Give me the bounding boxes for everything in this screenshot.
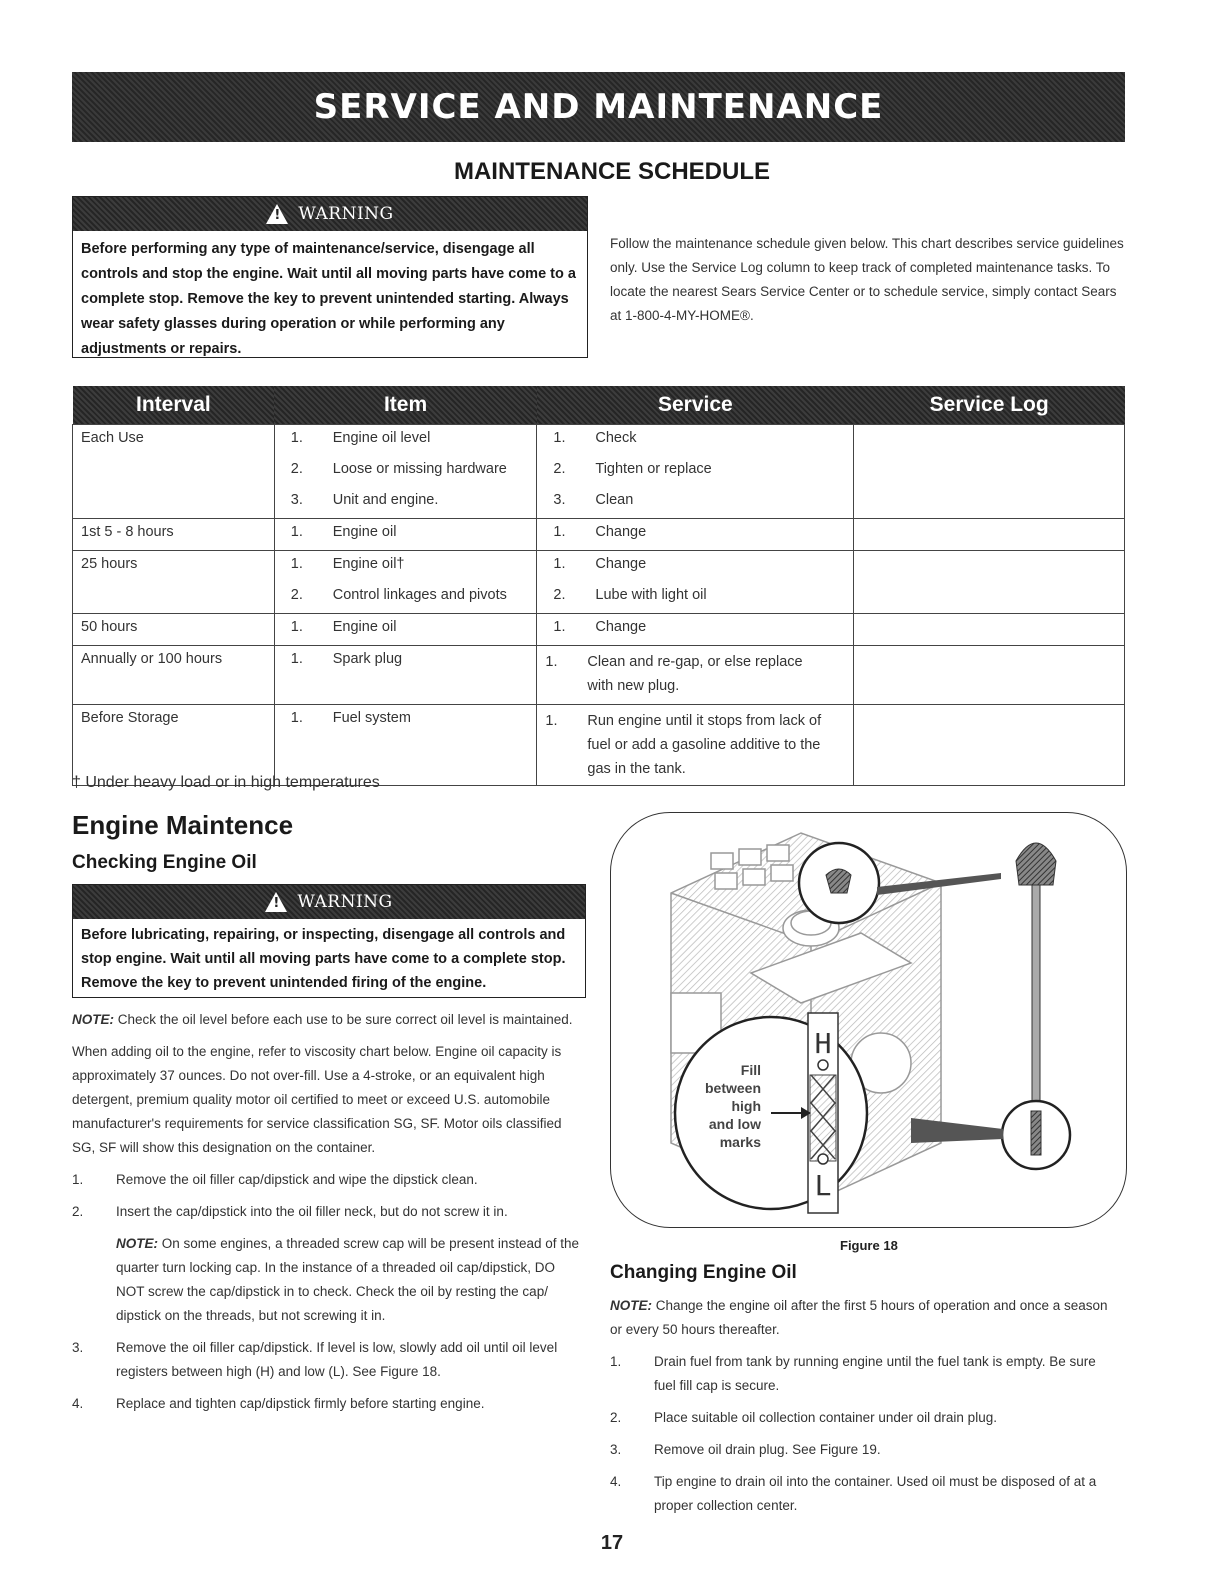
page-title: SERVICE AND MAINTENANCE — [313, 87, 884, 127]
svg-text:between: between — [704, 1080, 761, 1096]
checking-oil-body — [72, 1008, 582, 1424]
item-cell: Loose or missing hardware — [332, 461, 507, 477]
warning-label: WARNING — [298, 204, 394, 224]
svg-text:high: high — [731, 1098, 761, 1114]
list-item: 1. Drain fuel from tank by running engine until the fuel tank is empty. Be sure fuel fill cap is secure. — [610, 1354, 1096, 1393]
service-log-cell[interactable] — [854, 551, 1125, 614]
item-cell: Engine oil† — [332, 556, 405, 572]
page-number: 17 — [600, 1532, 624, 1554]
note-label: NOTE: — [610, 1298, 652, 1313]
service-cell: Change — [595, 619, 647, 635]
note-label: NOTE: — [72, 1012, 114, 1027]
maintenance-schedule-table — [72, 386, 1125, 786]
intro-text: Follow the maintenance schedule given below. This chart describes service guidelines only. Use the Service Log column to keep track of completed maintenance tasks. To locate the nearest Sears Service Center or to schedule service, simply contact Sears at 1-800-4-MY-HOME®. — [610, 236, 1124, 323]
table-row: 50 hours 1. Engine oil 1. Change — [73, 614, 1125, 646]
dipstick — [1016, 843, 1056, 1135]
item-cell: Fuel system — [332, 710, 411, 726]
warning-label: WARNING — [297, 892, 393, 912]
col-header-service: Service — [537, 386, 854, 425]
note-text: On some engines, a threaded screw cap will be present instead of the quarter turn locking cap. In the instance of a threaded oil cap/dipstick, DO NOT screw the cap/dipstick in to check. Check the oil by resting the cap/ dipstick on the threads, but not screwing it in. — [116, 1236, 579, 1323]
service-log-cell[interactable] — [854, 705, 1125, 786]
dipstick-illustration — [611, 813, 1126, 1227]
note-paragraph — [610, 1294, 1120, 1342]
item-cell: Control linkages and pivots — [332, 587, 507, 603]
interval-cell: Annually or 100 hours — [81, 651, 223, 667]
svg-text:marks: marks — [719, 1134, 761, 1150]
svg-text:Fill: Fill — [740, 1062, 761, 1078]
item-cell: Spark plug — [332, 651, 403, 667]
service-log-cell[interactable] — [854, 646, 1125, 705]
table-row: Annually or 100 hours 1. Spark plug 1. Clean and re-gap, or else replace with new plug. — [73, 646, 1125, 705]
table-header-row — [73, 386, 1125, 425]
col-header-item: Item — [274, 386, 537, 425]
service-cell: Change — [595, 524, 647, 540]
figure-caption: Figure 18 — [840, 1238, 898, 1253]
interval-cell: 1st 5 - 8 hours — [81, 524, 174, 540]
list-item: 4. Tip engine to drain oil into the container. Used oil must be disposed of at a proper collection center. — [610, 1474, 1097, 1513]
oil-info-paragraph: When adding oil to the engine, refer to viscosity chart below. Engine oil capacity is approximately 37 ounces. Do not over-fill. Use a 4-stroke, or an equivalent high detergent, premium quality motor oil certified to meet or exceed U.S. automobile manufacturer's requirements for service classification SG, SF. Motor oils classified SG, SF will show this designation on the container. — [72, 1044, 562, 1155]
low-mark-label: L — [814, 1169, 832, 1202]
note-text: Change the engine oil after the first 5 hours of operation and once a season or every 50 hours thereafter. — [610, 1298, 1108, 1337]
table-row: 1st 5 - 8 hours 1. Engine oil 1. Change — [73, 519, 1125, 551]
interval-cell: Each Use — [81, 430, 144, 446]
service-cell: Check — [595, 430, 637, 446]
col-header-service-log: Service Log — [854, 386, 1125, 425]
service-log-cell[interactable] — [854, 519, 1125, 551]
note-paragraph — [116, 1232, 582, 1328]
warning-text: Before performing any type of maintenance/service, disengage all controls and stop the engine. Wait until all moving parts have come to a complete stop. Remove the key to prevent unintended starting. Always wear safety glasses during operation or while performing any adjustments or repairs. — [81, 241, 576, 357]
service-log-cell[interactable] — [854, 614, 1125, 646]
list-item: 2. Place suitable oil collection container under oil drain plug. — [610, 1410, 997, 1425]
item-cell: Engine oil level — [332, 430, 431, 446]
item-cell: Engine oil — [332, 619, 397, 635]
service-cell: Lube with light oil — [595, 587, 707, 603]
warning-header — [73, 197, 587, 231]
item-cell: Engine oil — [332, 524, 397, 540]
col-header-interval: Interval — [73, 386, 275, 425]
high-mark-label: H — [814, 1027, 832, 1060]
warning-text: Before lubricating, repairing, or inspecting, disengage all controls and stop engine. Wait until all moving parts have come to a complete stop. Remove the key to prevent unintended firing of the engine. — [81, 927, 566, 991]
warning-triangle-icon — [266, 204, 288, 224]
service-cell: Clean — [595, 492, 634, 508]
checking-engine-oil-heading: Checking Engine Oil — [72, 852, 257, 873]
note-label: NOTE: — [116, 1236, 158, 1251]
changing-engine-oil-heading: Changing Engine Oil — [610, 1262, 797, 1283]
engine-maintenance-heading: Engine Maintence — [72, 810, 294, 840]
table-row: 25 hours 1. Engine oil† 2. Control linkages and pivots 1. Change 2. Lube with light oil — [73, 551, 1125, 614]
note-text: Check the oil level before each use to be sure correct oil level is maintained. — [114, 1012, 573, 1027]
warning-triangle-icon — [265, 892, 287, 912]
service-log-cell[interactable] — [854, 425, 1125, 519]
service-cell: Change — [595, 556, 647, 572]
list-item: 1. Remove the oil filler cap/dipstick and wipe the dipstick clean. — [72, 1172, 478, 1187]
list-item: 3. Remove the oil filler cap/dipstick. If level is low, slowly add oil until oil level registers between high (H) and low (L). See Figure 18. — [72, 1340, 558, 1379]
figure-18 — [610, 812, 1127, 1228]
note-paragraph — [72, 1008, 582, 1032]
changing-oil-body — [610, 1294, 1120, 1526]
list-item: 4. Replace and tighten cap/dipstick firmly before starting engine. — [72, 1396, 485, 1411]
interval-cell: 50 hours — [81, 619, 138, 635]
service-cell: Clean and re-gap, or else replace with new plug. — [587, 654, 803, 694]
table-footnote: † Under heavy load or in high temperatures — [72, 774, 380, 791]
list-item: 2. Insert the cap/dipstick into the oil filler neck, but do not screw it in. — [72, 1204, 508, 1219]
table-row: Each Use 1. Engine oil level 2. Loose or missing hardware 3. Unit and engine. 1. Check 2. Tighten or replace 3. Clean — [73, 425, 1125, 519]
warning-box-maintenance — [72, 196, 588, 358]
warning-box-lubricating — [72, 884, 586, 998]
item-cell: Unit and engine. — [332, 492, 439, 508]
warning-header — [73, 885, 585, 919]
service-cell: Run engine until it stops from lack of fuel or add a gasoline additive to the gas in the tank. — [587, 713, 822, 777]
schedule-title: MAINTENANCE SCHEDULE — [453, 158, 770, 185]
section-banner — [72, 72, 1125, 142]
interval-cell: 25 hours — [81, 556, 138, 572]
svg-text:and low: and low — [708, 1116, 761, 1132]
interval-cell: Before Storage — [81, 710, 179, 726]
service-cell: Tighten or replace — [595, 461, 712, 477]
table-row: Before Storage 1. Fuel system 1. Run engine until it stops from lack of fuel or add a gasoline additive to the gas in the tank. — [73, 705, 1125, 786]
list-item: 3. Remove oil drain plug. See Figure 19. — [610, 1442, 881, 1457]
